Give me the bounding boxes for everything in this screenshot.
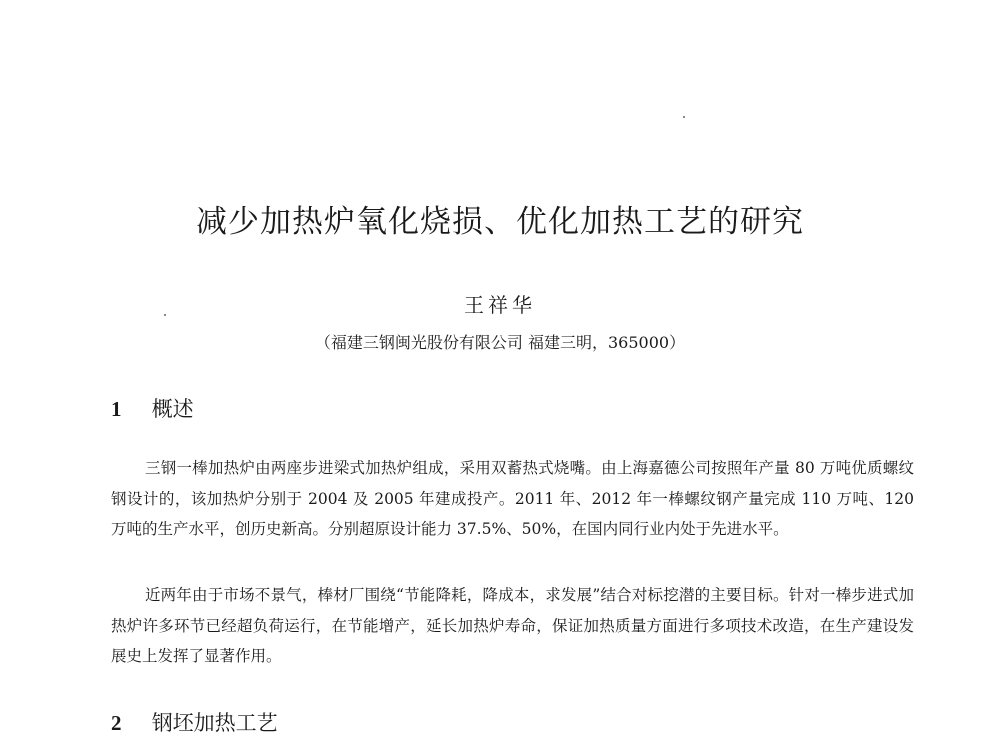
section-title: 概述 xyxy=(151,397,194,421)
section-number: 2 xyxy=(111,711,122,735)
scan-speck xyxy=(683,116,685,118)
body-paragraph: 近两年由于市场不景气，棒材厂围绕“节能降耗，降成本，求发展”结合对标挖潜的主要目标。针对一棒步进式加热炉许多环节已经超负荷运行，在节能增产，延长加热炉寿命，保证加热质量方面进行多项技术改造，在生产建设发展史上发挥了显著作用。 xyxy=(111,586,914,665)
section-heading xyxy=(111,707,278,737)
section-number: 1 xyxy=(111,397,122,421)
paper-title: 减少加热炉氧化烧损、优化加热工艺的研究 xyxy=(196,204,804,240)
author-name: 王祥华 xyxy=(464,293,536,317)
section-heading xyxy=(111,393,194,423)
section-title: 钢坯加热工艺 xyxy=(151,711,278,735)
author-affiliation: （福建三钢闽光股份有限公司 福建三明，365000） xyxy=(314,333,686,352)
body-paragraph: 三钢一棒加热炉由两座步进梁式加热炉组成，采用双蓄热式烧嘴。由上海嘉德公司按照年产量 80 万吨优质螺纹钢设计的，该加热炉分别于 2004 及 2005 年建成投产。2011 年、2012 年一棒螺纹钢产量完成 110 万吨、120 万吨的生产水平，创历史新高。分别超原设计能力 37.5%、50%，在国内同行业内处于先进水平。 xyxy=(111,459,914,538)
